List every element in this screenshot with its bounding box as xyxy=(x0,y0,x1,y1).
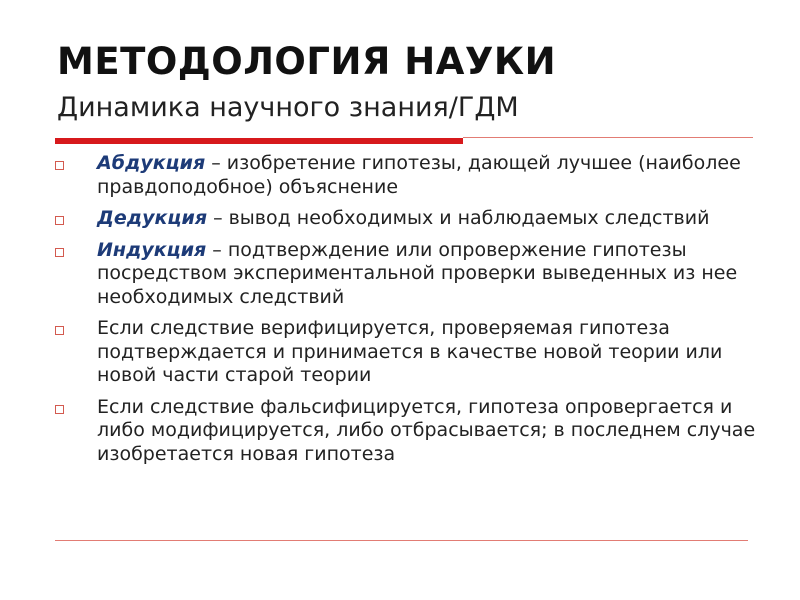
slide-subtitle: Динамика научного знания/ГДМ xyxy=(57,92,519,123)
bullet-text: Если следствие верифицируется, проверяемая гипотеза подтверждается и принимается в качестве новой теории или новой части старой теории xyxy=(97,317,723,386)
bullet-text: – изобретение гипотезы, дающей лучшее (наиболее правдоподобное) объяснение xyxy=(97,152,741,198)
square-bullet-icon xyxy=(55,248,64,257)
bullet-text: – вывод необходимых и наблюдаемых следствий xyxy=(207,207,710,229)
square-bullet-icon xyxy=(55,326,64,335)
bullet-list xyxy=(55,152,775,474)
square-bullet-icon xyxy=(55,216,64,225)
bullet-text: – подтверждение или опровержение гипотезы посредством экспериментальной проверки выведенных из нее необходимых следствий xyxy=(97,238,738,308)
bullet-item-falsification xyxy=(55,396,775,467)
title-underline-thick xyxy=(55,138,463,144)
bullet-term: Индукция xyxy=(97,238,207,261)
square-bullet-icon xyxy=(55,161,64,170)
footer-rule xyxy=(55,540,748,541)
bullet-item-deduction xyxy=(55,207,775,231)
bullet-item-induction xyxy=(55,239,775,310)
bullet-text: Если следствие фальсифицируется, гипотеза опровергается и либо модифицируется, либо отбрасывается; в последнем случае изобретается новая гипотеза xyxy=(97,395,756,465)
slide-title: МЕТОДОЛОГИЯ НАУКИ xyxy=(57,40,557,83)
bullet-term: Дедукция xyxy=(97,207,208,229)
title-underline-thin xyxy=(463,137,753,138)
bullet-term: Абдукция xyxy=(97,152,206,174)
bullet-item-abduction xyxy=(55,152,775,199)
bullet-item-verification xyxy=(55,317,775,388)
square-bullet-icon xyxy=(55,405,64,414)
